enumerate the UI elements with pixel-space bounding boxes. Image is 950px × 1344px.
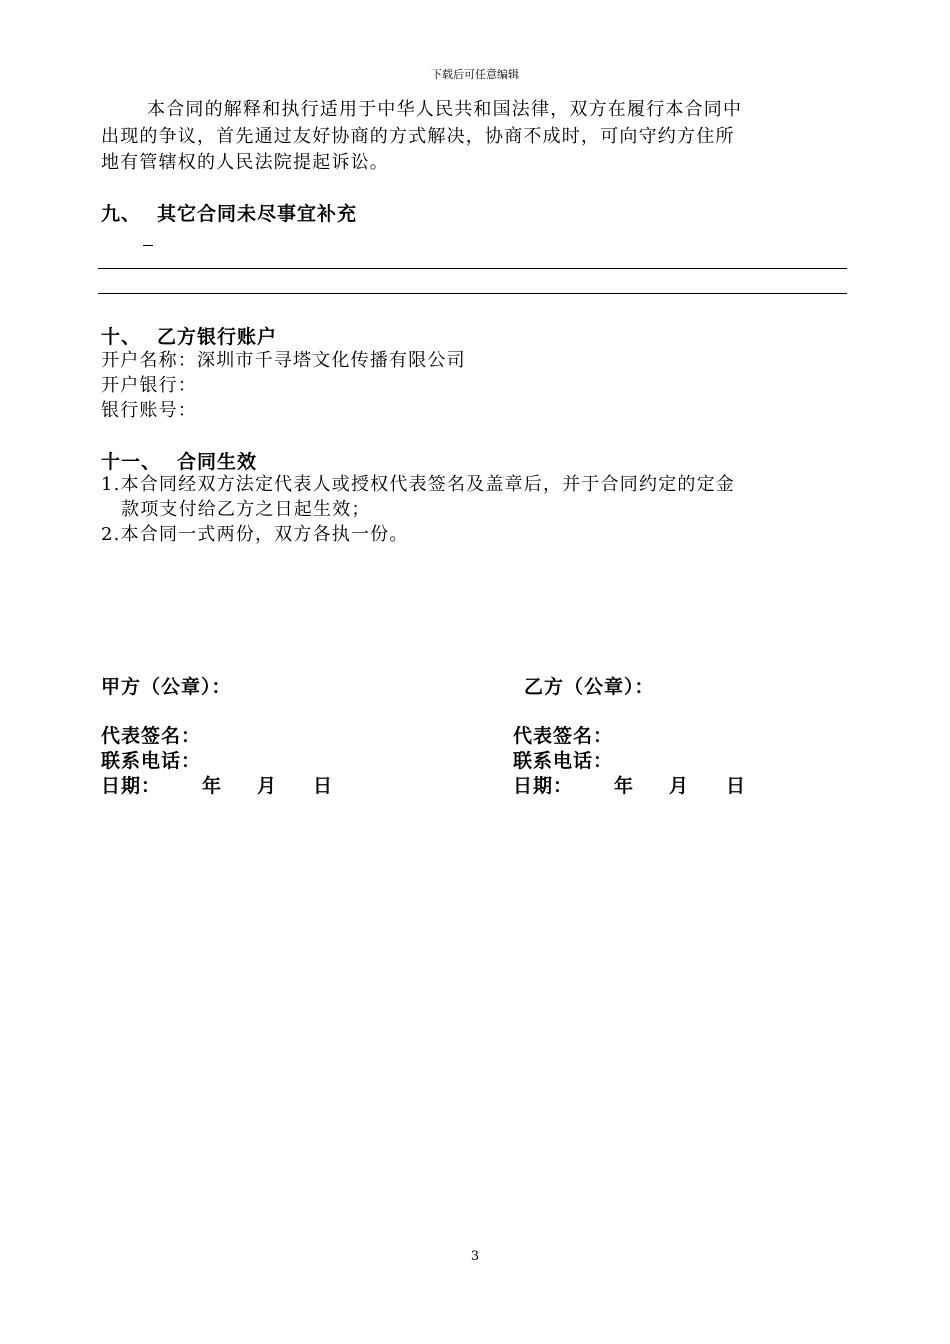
party-a-month: 月 [257,775,278,797]
party-a-date-label: 日期： [101,775,162,797]
party-a-seal: 甲方（公章）： [101,676,232,698]
supplement-line-2 [98,293,847,294]
party-a-year: 年 [202,775,223,797]
bank-name: 开户银行： [101,375,197,396]
account-number: 银行账号： [101,400,197,421]
clause8-line3: 地有管辖权的人民法院提起诉讼。 [101,152,389,173]
section10-number: 十、 [101,326,142,348]
party-b-date-label: 日期： [513,775,574,797]
party-a-rep: 代表签名： [101,725,202,747]
blank-dash [143,245,153,246]
party-a-phone: 联系电话： [101,750,202,772]
effect-item1-line2: 款项支付给乙方之日起生效； [121,499,371,520]
party-b-date [513,771,573,798]
clause8-line1: 本合同的解释和执行适用于中华人民共和国法律，双方在履行本合同中 [147,99,743,120]
page-header: 下载后可任意编辑 [431,68,519,81]
party-b-phone: 联系电话： [513,750,614,772]
section9-title: 其它合同未尽事宜补充 [157,203,358,225]
section11-title: 合同生效 [177,451,258,473]
effect-item2: 2.本合同一式两份，双方各执一份。 [101,524,409,545]
party-b-year: 年 [614,775,635,797]
party-b-seal: 乙方（公章）： [524,676,655,698]
page-number: 3 [470,1249,480,1264]
party-b-month: 月 [669,775,690,797]
party-b-day: 日 [726,775,747,797]
effect-item1-line1: 1.本合同经双方法定代表人或授权代表签名及盖章后，并于合同约定的定金 [101,474,735,495]
account-name: 开户名称：深圳市千寻塔文化传播有限公司 [101,350,466,371]
section11-number: 十一、 [101,451,162,473]
section10-title: 乙方银行账户 [157,326,278,348]
party-a-date [101,771,161,798]
section9-number: 九、 [101,203,142,225]
party-a-day: 日 [313,775,334,797]
supplement-line-1 [98,268,847,269]
party-b-rep: 代表签名： [513,725,614,747]
clause8-line2: 出现的争议，首先通过友好协商的方式解决，协商不成时，可向守约方住所 [101,126,735,147]
